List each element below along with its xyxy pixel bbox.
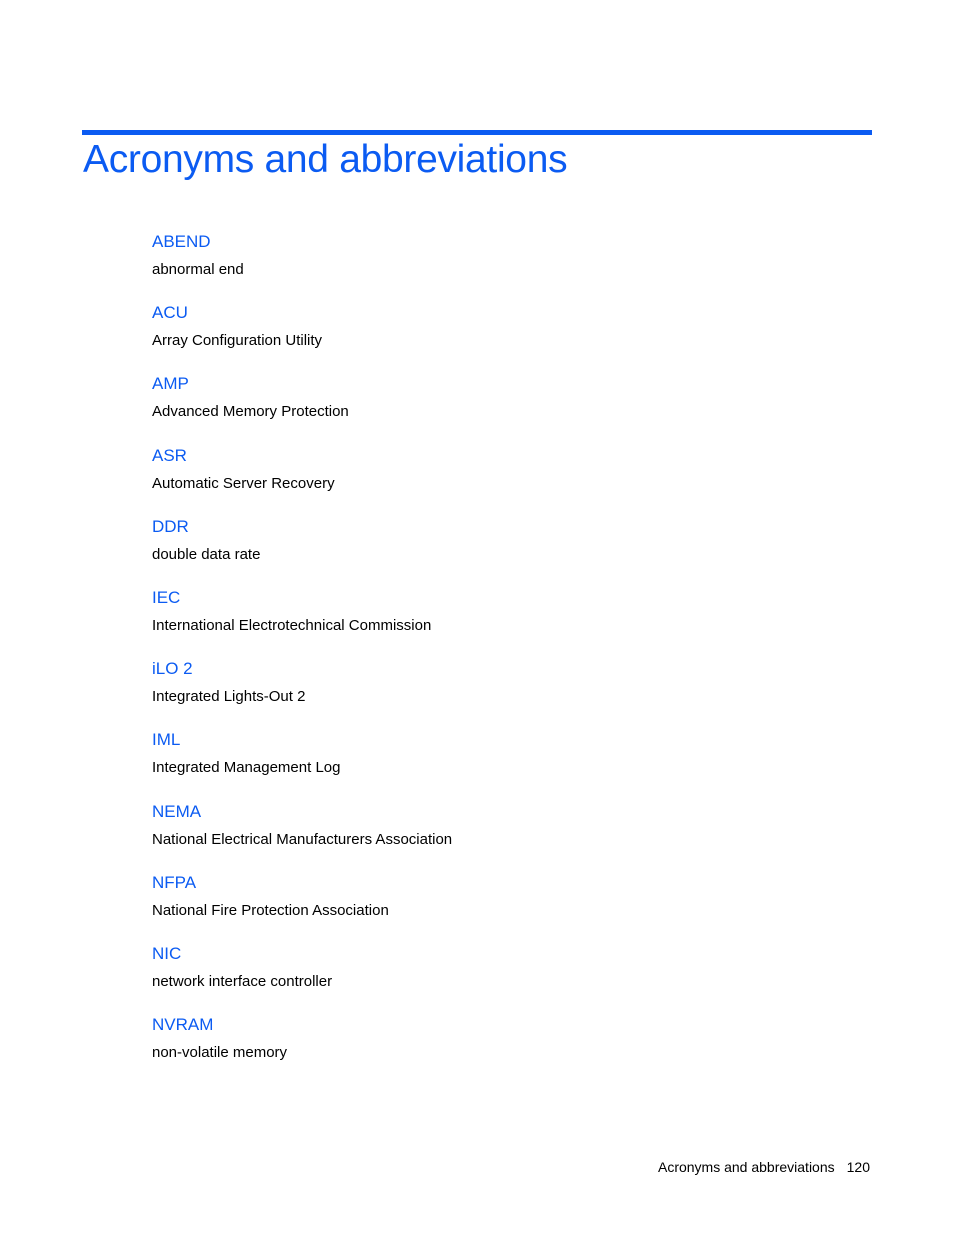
page-number: 120 — [846, 1159, 870, 1175]
glossary-entry — [152, 1013, 852, 1084]
page-footer — [658, 1157, 870, 1177]
title-rule — [82, 130, 872, 135]
glossary-definition: Integrated Lights-Out 2 — [152, 688, 306, 706]
glossary-term: NEMA — [152, 801, 202, 821]
glossary-definition: Array Configuration Utility — [152, 332, 323, 350]
glossary-term: IEC — [152, 587, 181, 607]
glossary-definition: National Electrical Manufacturers Association — [152, 830, 453, 848]
glossary-term: NIC — [152, 943, 182, 963]
glossary-term: DDR — [152, 516, 189, 536]
glossary-entry — [152, 372, 852, 443]
glossary-definition: National Fire Protection Association — [152, 901, 389, 919]
glossary-definition: Integrated Management Log — [152, 759, 341, 777]
glossary-entry — [152, 444, 852, 515]
glossary-term: IML — [152, 730, 181, 750]
glossary-term: NFPA — [152, 872, 197, 892]
glossary-definition: network interface controller — [152, 972, 333, 990]
glossary-term: NVRAM — [152, 1015, 214, 1035]
glossary-entry — [152, 942, 852, 1013]
glossary-term: ACU — [152, 303, 188, 323]
glossary-entry — [152, 301, 852, 372]
glossary-entry — [152, 728, 852, 799]
glossary-entry — [152, 230, 852, 301]
glossary-definition: double data rate — [152, 545, 261, 563]
glossary-definition: Automatic Server Recovery — [152, 474, 335, 492]
glossary-entry — [152, 586, 852, 657]
glossary-definition: International Electrotechnical Commission — [152, 616, 432, 634]
glossary-entry — [152, 515, 852, 586]
glossary-definition: Advanced Memory Protection — [152, 403, 349, 421]
glossary-entry — [152, 657, 852, 728]
glossary-term: iLO 2 — [152, 659, 193, 679]
footer-section-title: Acronyms and abbreviations — [657, 1159, 835, 1175]
glossary-term: ASR — [152, 445, 187, 465]
glossary-term: ABEND — [152, 232, 211, 251]
glossary-entry — [152, 871, 852, 942]
glossary-list — [152, 230, 852, 1084]
glossary-definition: abnormal end — [152, 261, 244, 278]
glossary-definition: non-volatile memory — [152, 1044, 288, 1062]
glossary-entry — [152, 800, 852, 871]
glossary-term: AMP — [152, 374, 189, 394]
page-title: Acronyms and abbreviations — [83, 138, 568, 181]
